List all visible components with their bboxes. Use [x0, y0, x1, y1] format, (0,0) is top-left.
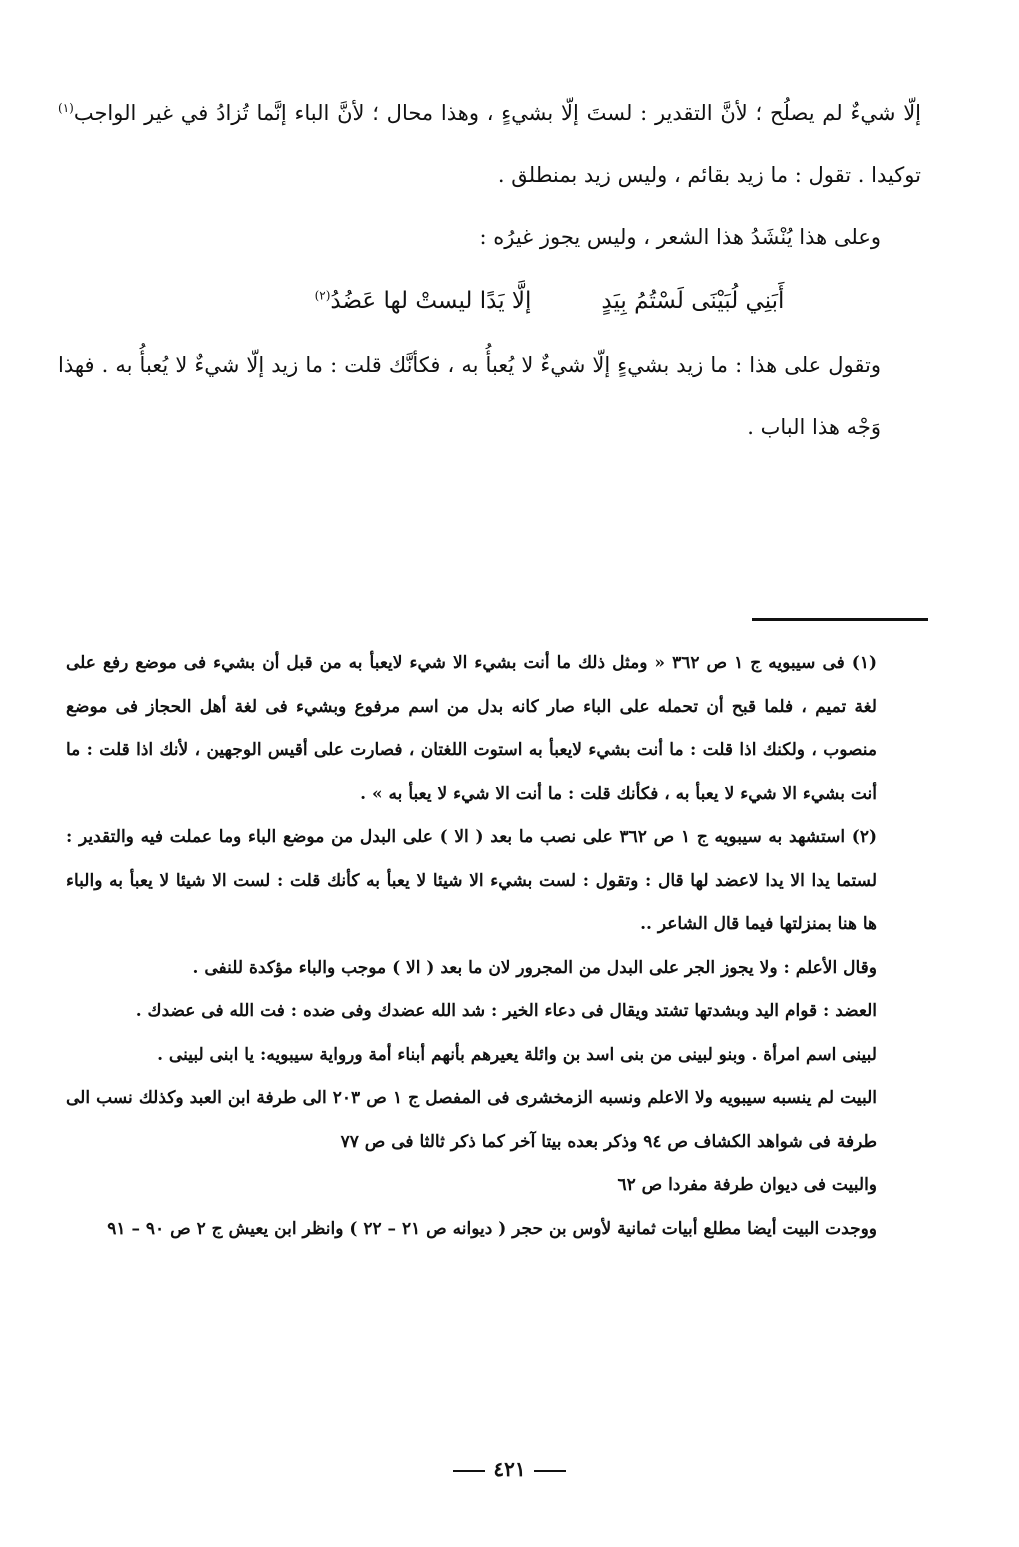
main-text: [58, 82, 921, 458]
footnote-note-attribution: البيت لم ينسبه سيبويه ولا الاعلم ونسبه الزمخشرى فى المفصل ج ١ ص ٢٠٣ الى طرفة ابن العبد وكذلك نسب الى طرفة فى شواهد الكشاف ص ٩٤ وذكر بعده بيتا آخر كما ذكر ثالثا فى ص ٧٧: [66, 1088, 877, 1152]
page-number: ٤٢١: [0, 1457, 1019, 1481]
footnote-note-aws: ووجدت البيت أيضا مطلع أبيات ثمانية لأوس بن حجر ( ديوانه ص ٢١ – ٢٢ ) وانظر ابن يعيش ج ٢ ص ٩٠ – ٩١: [107, 1218, 877, 1239]
footnote-note-diwan: والبيت فى ديوان طرفة مفردا ص ٦٢: [617, 1175, 877, 1195]
footnote-2: (٢) استشهد به سيبويه ج ١ ص ٣٦٢ على نصب ما بعد ( الا ) على البدل من موضع الباء وما عملت فيه والتقدير : لستما يدا الا يدا لاعضد لها قال : وتقول : لست بشيء الا شيئا لا يعبأ به كأنك قلت : لست الا شيئا لا يعبأ به والباء ها هنا بمنزلتها فيما قال الشاعر ..: [66, 827, 878, 934]
poetry-verse: [58, 268, 921, 334]
footnote-separator: [752, 618, 928, 621]
footnote-note-alalam: وقال الأعلم : ولا يجوز الجر على البدل من المجرور لان ما بعد ( الا ) موجب والباء مؤكدة للنفى .: [192, 957, 877, 978]
paragraph-1: إلّا شيءٌ لم يصلُح ؛ لأنَّ التقدير : لستَ إلّا بشيءٍ ، وهذا محال ؛ لأنَّ الباء إنَّما تُزادُ في غير الواجب$^{(١)}$ توكيدا . تقول : ما زيد بقائم ، وليس زيد بمنطلق .: [58, 101, 921, 187]
dash-left: [534, 1470, 566, 1472]
footnote-note-adud: العضد : قوام اليد وبشدتها تشتد ويقال فى دعاء الخير : شد الله عضدك وفى ضده : فت الله فى عضدك .: [135, 1001, 877, 1021]
verse-first-hemistich: أَبَنِي لُبَيْنَى لَسْتُمُ بِيَدٍ: [601, 288, 785, 314]
footnote-note-lubayna: لبينى اسم امرأة . وبنو لبينى من بنى اسد بن وائلة يعيرهم بأنهم أبناء أمة ورواية سيبويه: يا ابنى لبينى .: [157, 1044, 877, 1065]
footnotes: [66, 642, 921, 1251]
paragraph-2: وعلى هذا يُنْشَدُ هذا الشعر ، وليس يجوز غيرُه :: [479, 225, 881, 249]
dash-right: [453, 1470, 485, 1472]
paragraph-3: وتقول على هذا : ما زيد بشيءٍ إلّا شيءٌ لا يُعبأُ به ، فكأنَّك قلت : ما زيد إلّا شيءٌ لا يُعبأُ به . فهذا وَجْه هذا الباب .: [58, 353, 881, 439]
verse-second-hemistich: إلَّا يَدًا ليستْ لها عَضُدُ$^{(٢)}$: [314, 288, 532, 314]
footnote-ref-2[interactable]: (٢): [314, 288, 331, 303]
footnote-1: (١) فى سيبويه ج ١ ص ٣٦٢ « ومثل ذلك ما أنت بشيء الا شيء لايعبأ به من قبل أن بشيء فى موضع رفع على لغة تميم ، فلما قبح أن تحمله على الباء صار كانه بدل من اسم مرفوع وبشيء فى لغة أهل الحجاز فى موضع منصوب ، ولكنك اذا قلت : ما أنت بشيء لايعبأ به استوت اللغتان ، فصارت على أقيس الوجهين ، لأنك اذا قلت : ما أنت بشيء الا شيء لا يعبأ به ، فكأنك قلت : ما أنت الا شيء لا يعبأ به » .: [66, 653, 878, 804]
footnote-ref-1[interactable]: (١): [58, 101, 74, 115]
